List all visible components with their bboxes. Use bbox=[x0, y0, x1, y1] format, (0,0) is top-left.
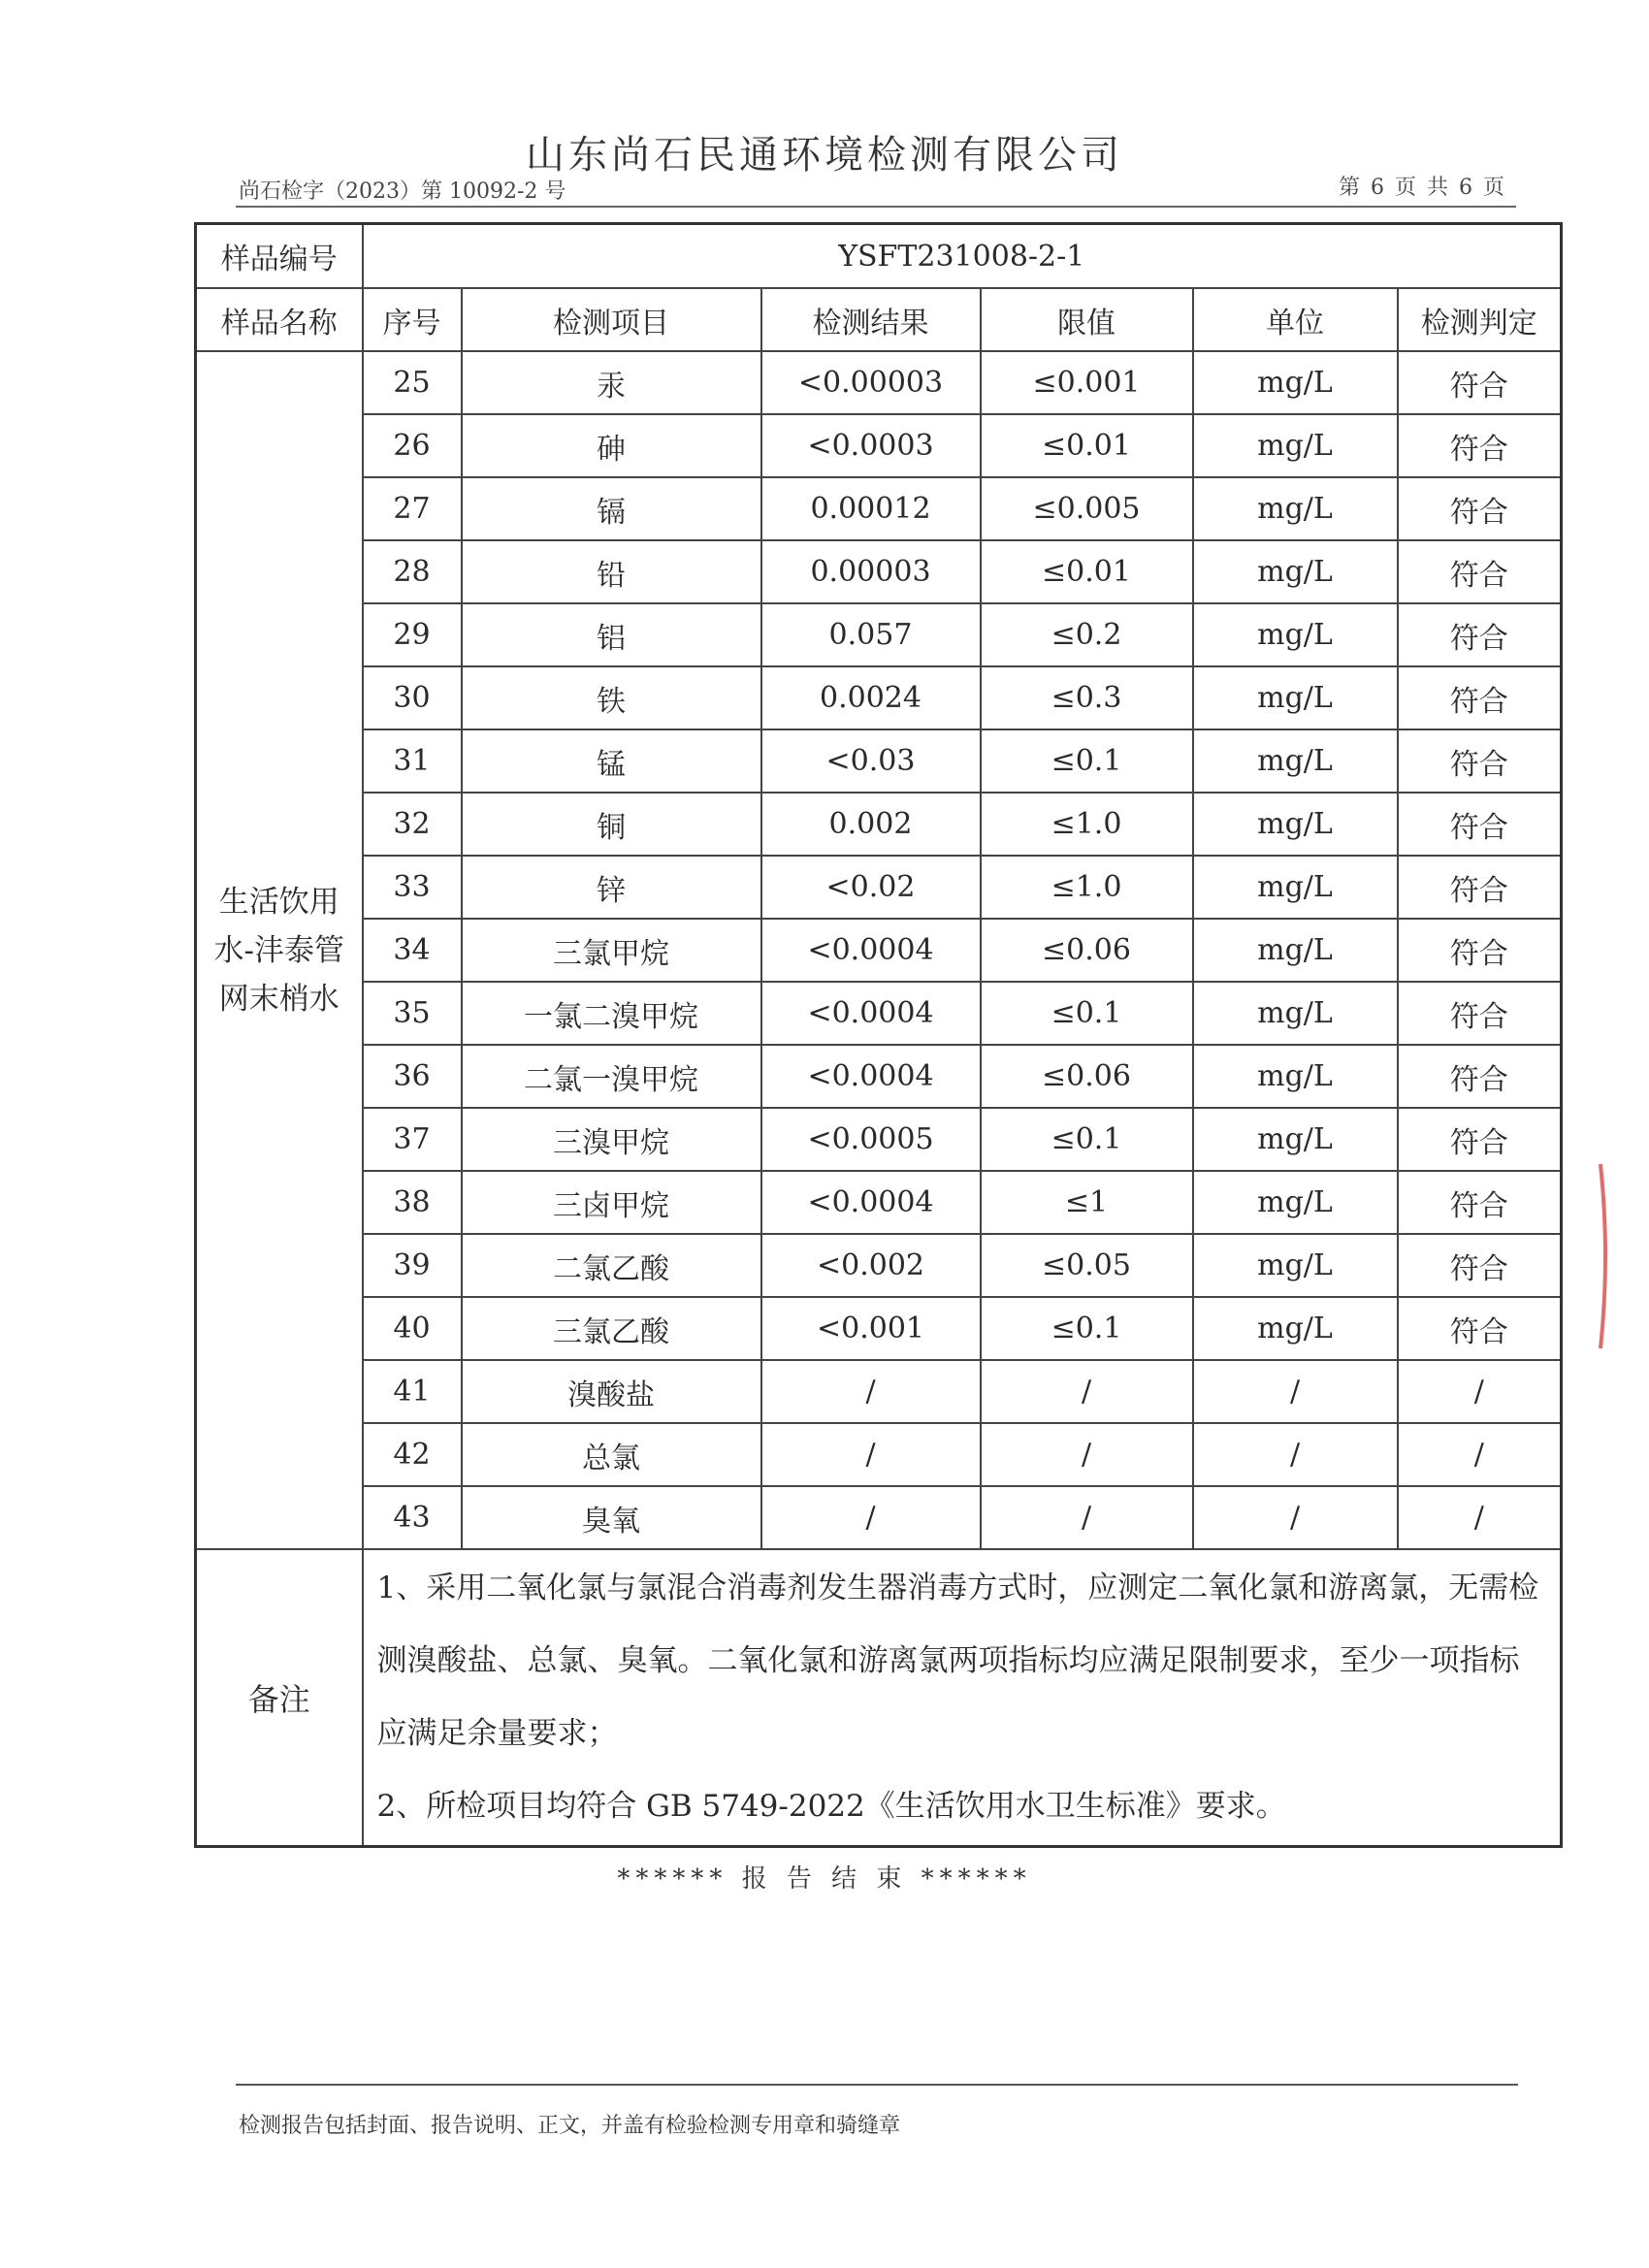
remarks-content bbox=[363, 1549, 1562, 1847]
footer-note: 检测报告包括封面、报告说明、正文，并盖有检验检测专用章和骑缝章 bbox=[239, 2114, 901, 2138]
row-verdict: 符合 bbox=[1398, 729, 1562, 793]
row-verdict: 符合 bbox=[1398, 1297, 1562, 1360]
row-limit: ≤0.1 bbox=[981, 982, 1193, 1045]
row-unit: mg/L bbox=[1193, 729, 1398, 793]
row-verdict: 符合 bbox=[1398, 1234, 1562, 1297]
row-limit: ≤0.1 bbox=[981, 729, 1193, 793]
row-no: 28 bbox=[363, 540, 462, 603]
row-verdict: 符合 bbox=[1398, 351, 1562, 414]
row-unit: mg/L bbox=[1193, 856, 1398, 919]
row-result: <0.0004 bbox=[761, 1045, 981, 1108]
row-limit: ≤0.001 bbox=[981, 351, 1193, 414]
row-result: <0.001 bbox=[761, 1297, 981, 1360]
row-verdict: 符合 bbox=[1398, 982, 1562, 1045]
table-row bbox=[196, 729, 1562, 793]
table-row bbox=[196, 1360, 1562, 1423]
row-item: 铁 bbox=[462, 666, 761, 729]
row-result: <0.0004 bbox=[761, 1171, 981, 1234]
row-unit: mg/L bbox=[1193, 919, 1398, 982]
row-result: 0.002 bbox=[761, 793, 981, 856]
table-row bbox=[196, 1045, 1562, 1108]
row-unit: / bbox=[1193, 1360, 1398, 1423]
row-no: 30 bbox=[363, 666, 462, 729]
remarks-row bbox=[196, 1549, 1562, 1847]
row-unit: mg/L bbox=[1193, 982, 1398, 1045]
row-unit: mg/L bbox=[1193, 1234, 1398, 1297]
row-verdict: 符合 bbox=[1398, 666, 1562, 729]
table-row bbox=[196, 540, 1562, 603]
table-row bbox=[196, 477, 1562, 540]
row-unit: mg/L bbox=[1193, 1297, 1398, 1360]
row-no: 38 bbox=[363, 1171, 462, 1234]
row-limit: / bbox=[981, 1423, 1193, 1486]
row-result: <0.03 bbox=[761, 729, 981, 793]
row-limit: ≤0.01 bbox=[981, 540, 1193, 603]
row-verdict: 符合 bbox=[1398, 603, 1562, 666]
company-title: 山东尚石民通环境检测有限公司 bbox=[526, 133, 1123, 178]
row-item: 锌 bbox=[462, 856, 761, 919]
row-limit: / bbox=[981, 1486, 1193, 1549]
table-row bbox=[196, 793, 1562, 856]
col-header-item: 检测项目 bbox=[462, 288, 761, 351]
page-indicator: 第 6 页 共 6 页 bbox=[1339, 176, 1506, 200]
row-unit: / bbox=[1193, 1486, 1398, 1549]
row-result: 0.00012 bbox=[761, 477, 981, 540]
row-verdict: 符合 bbox=[1398, 1171, 1562, 1234]
row-item: 锰 bbox=[462, 729, 761, 793]
row-result: <0.0003 bbox=[761, 414, 981, 477]
table-row bbox=[196, 1423, 1562, 1486]
col-header-sample-name: 样品名称 bbox=[196, 288, 363, 351]
row-item: 一氯二溴甲烷 bbox=[462, 982, 761, 1045]
row-limit: ≤1 bbox=[981, 1171, 1193, 1234]
row-unit: mg/L bbox=[1193, 477, 1398, 540]
row-result: <0.0004 bbox=[761, 919, 981, 982]
row-no: 32 bbox=[363, 793, 462, 856]
table-row bbox=[196, 351, 1562, 414]
row-limit: ≤1.0 bbox=[981, 856, 1193, 919]
row-unit: mg/L bbox=[1193, 1045, 1398, 1108]
row-item: 二氯乙酸 bbox=[462, 1234, 761, 1297]
row-no: 41 bbox=[363, 1360, 462, 1423]
remarks-label: 备注 bbox=[196, 1549, 363, 1847]
row-verdict: / bbox=[1398, 1486, 1562, 1549]
row-item: 镉 bbox=[462, 477, 761, 540]
row-no: 39 bbox=[363, 1234, 462, 1297]
row-unit: / bbox=[1193, 1423, 1398, 1486]
row-no: 27 bbox=[363, 477, 462, 540]
row-result: <0.00003 bbox=[761, 351, 981, 414]
row-item: 铝 bbox=[462, 603, 761, 666]
row-result: <0.002 bbox=[761, 1234, 981, 1297]
row-no: 43 bbox=[363, 1486, 462, 1549]
col-header-no: 序号 bbox=[363, 288, 462, 351]
row-item: 砷 bbox=[462, 414, 761, 477]
sample-id-label: 样品编号 bbox=[196, 224, 363, 289]
row-item: 三氯甲烷 bbox=[462, 919, 761, 982]
table-row bbox=[196, 666, 1562, 729]
col-header-result: 检测结果 bbox=[761, 288, 981, 351]
row-no: 34 bbox=[363, 919, 462, 982]
row-limit: ≤0.06 bbox=[981, 1045, 1193, 1108]
row-unit: mg/L bbox=[1193, 603, 1398, 666]
row-verdict: 符合 bbox=[1398, 1045, 1562, 1108]
seal-stamp-arc bbox=[1600, 1164, 1605, 1348]
col-header-limit: 限值 bbox=[981, 288, 1193, 351]
row-verdict: / bbox=[1398, 1423, 1562, 1486]
table-row bbox=[196, 1234, 1562, 1297]
row-unit: mg/L bbox=[1193, 666, 1398, 729]
sample-name-cell: 生活饮用水-沣泰管网末梢水 bbox=[196, 351, 363, 1549]
row-no: 31 bbox=[363, 729, 462, 793]
row-unit: mg/L bbox=[1193, 540, 1398, 603]
row-item: 总氯 bbox=[462, 1423, 761, 1486]
row-limit: / bbox=[981, 1360, 1193, 1423]
row-result: / bbox=[761, 1360, 981, 1423]
row-no: 42 bbox=[363, 1423, 462, 1486]
row-item: 三卤甲烷 bbox=[462, 1171, 761, 1234]
table-row bbox=[196, 1297, 1562, 1360]
row-limit: ≤0.1 bbox=[981, 1108, 1193, 1171]
row-no: 33 bbox=[363, 856, 462, 919]
row-item: 臭氧 bbox=[462, 1486, 761, 1549]
row-limit: ≤0.05 bbox=[981, 1234, 1193, 1297]
table-row bbox=[196, 1486, 1562, 1549]
col-header-verdict: 检测判定 bbox=[1398, 288, 1562, 351]
row-verdict: 符合 bbox=[1398, 477, 1562, 540]
seal-stamp-edge bbox=[1597, 1159, 1614, 1353]
row-verdict: 符合 bbox=[1398, 414, 1562, 477]
row-result: 0.00003 bbox=[761, 540, 981, 603]
row-no: 36 bbox=[363, 1045, 462, 1108]
row-item: 铜 bbox=[462, 793, 761, 856]
row-verdict: 符合 bbox=[1398, 856, 1562, 919]
table-row bbox=[196, 1171, 1562, 1234]
table-row bbox=[196, 414, 1562, 477]
row-item: 三氯乙酸 bbox=[462, 1297, 761, 1360]
table-row bbox=[196, 1108, 1562, 1171]
row-result: <0.02 bbox=[761, 856, 981, 919]
row-limit: ≤0.1 bbox=[981, 1297, 1193, 1360]
table-row bbox=[196, 603, 1562, 666]
row-verdict: 符合 bbox=[1398, 540, 1562, 603]
row-verdict: 符合 bbox=[1398, 1108, 1562, 1171]
row-limit: ≤0.06 bbox=[981, 919, 1193, 982]
row-unit: mg/L bbox=[1193, 1171, 1398, 1234]
row-item: 三溴甲烷 bbox=[462, 1108, 761, 1171]
header-divider bbox=[236, 206, 1516, 208]
row-limit: ≤0.3 bbox=[981, 666, 1193, 729]
row-item: 铅 bbox=[462, 540, 761, 603]
row-result: / bbox=[761, 1486, 981, 1549]
row-item: 二氯一溴甲烷 bbox=[462, 1045, 761, 1108]
sample-id-row bbox=[196, 224, 1562, 289]
remark-item: 1、采用二氧化氯与氯混合消毒剂发生器消毒方式时，应测定二氧化氯和游离氯，无需检测溴酸盐、总氯、臭氧。二氧化氯和游离氯两项指标均应满足限制要求，至少一项指标应满足余量要求； bbox=[376, 1571, 1539, 1751]
row-item: 汞 bbox=[462, 351, 761, 414]
report-end-marker: ****** 报 告 结 束 ****** bbox=[617, 1864, 1032, 1894]
row-result: / bbox=[761, 1423, 981, 1486]
row-result: 0.057 bbox=[761, 603, 981, 666]
col-header-unit: 单位 bbox=[1193, 288, 1398, 351]
row-no: 37 bbox=[363, 1108, 462, 1171]
row-item: 溴酸盐 bbox=[462, 1360, 761, 1423]
footer-divider bbox=[236, 2084, 1518, 2086]
table-row bbox=[196, 919, 1562, 982]
column-header-row bbox=[196, 288, 1562, 351]
row-unit: mg/L bbox=[1193, 1108, 1398, 1171]
row-limit: ≤0.005 bbox=[981, 477, 1193, 540]
table-row bbox=[196, 982, 1562, 1045]
row-no: 35 bbox=[363, 982, 462, 1045]
row-verdict: / bbox=[1398, 1360, 1562, 1423]
results-table bbox=[194, 222, 1563, 1848]
row-unit: mg/L bbox=[1193, 414, 1398, 477]
sample-id-value: YSFT231008-2-1 bbox=[363, 224, 1562, 289]
row-unit: mg/L bbox=[1193, 793, 1398, 856]
row-no: 40 bbox=[363, 1297, 462, 1360]
remark-item: 2、所检项目均符合 GB 5749-2022《生活饮用水卫生标准》要求。 bbox=[376, 1789, 1286, 1824]
row-limit: ≤0.01 bbox=[981, 414, 1193, 477]
row-limit: ≤0.2 bbox=[981, 603, 1193, 666]
row-limit: ≤1.0 bbox=[981, 793, 1193, 856]
row-unit: mg/L bbox=[1193, 351, 1398, 414]
table-row bbox=[196, 856, 1562, 919]
row-no: 29 bbox=[363, 603, 462, 666]
row-verdict: 符合 bbox=[1398, 793, 1562, 856]
report-number: 尚石检字（2023）第 10092-2 号 bbox=[239, 179, 566, 204]
row-result: <0.0004 bbox=[761, 982, 981, 1045]
row-result: 0.0024 bbox=[761, 666, 981, 729]
row-verdict: 符合 bbox=[1398, 919, 1562, 982]
row-result: <0.0005 bbox=[761, 1108, 981, 1171]
row-no: 26 bbox=[363, 414, 462, 477]
row-no: 25 bbox=[363, 351, 462, 414]
